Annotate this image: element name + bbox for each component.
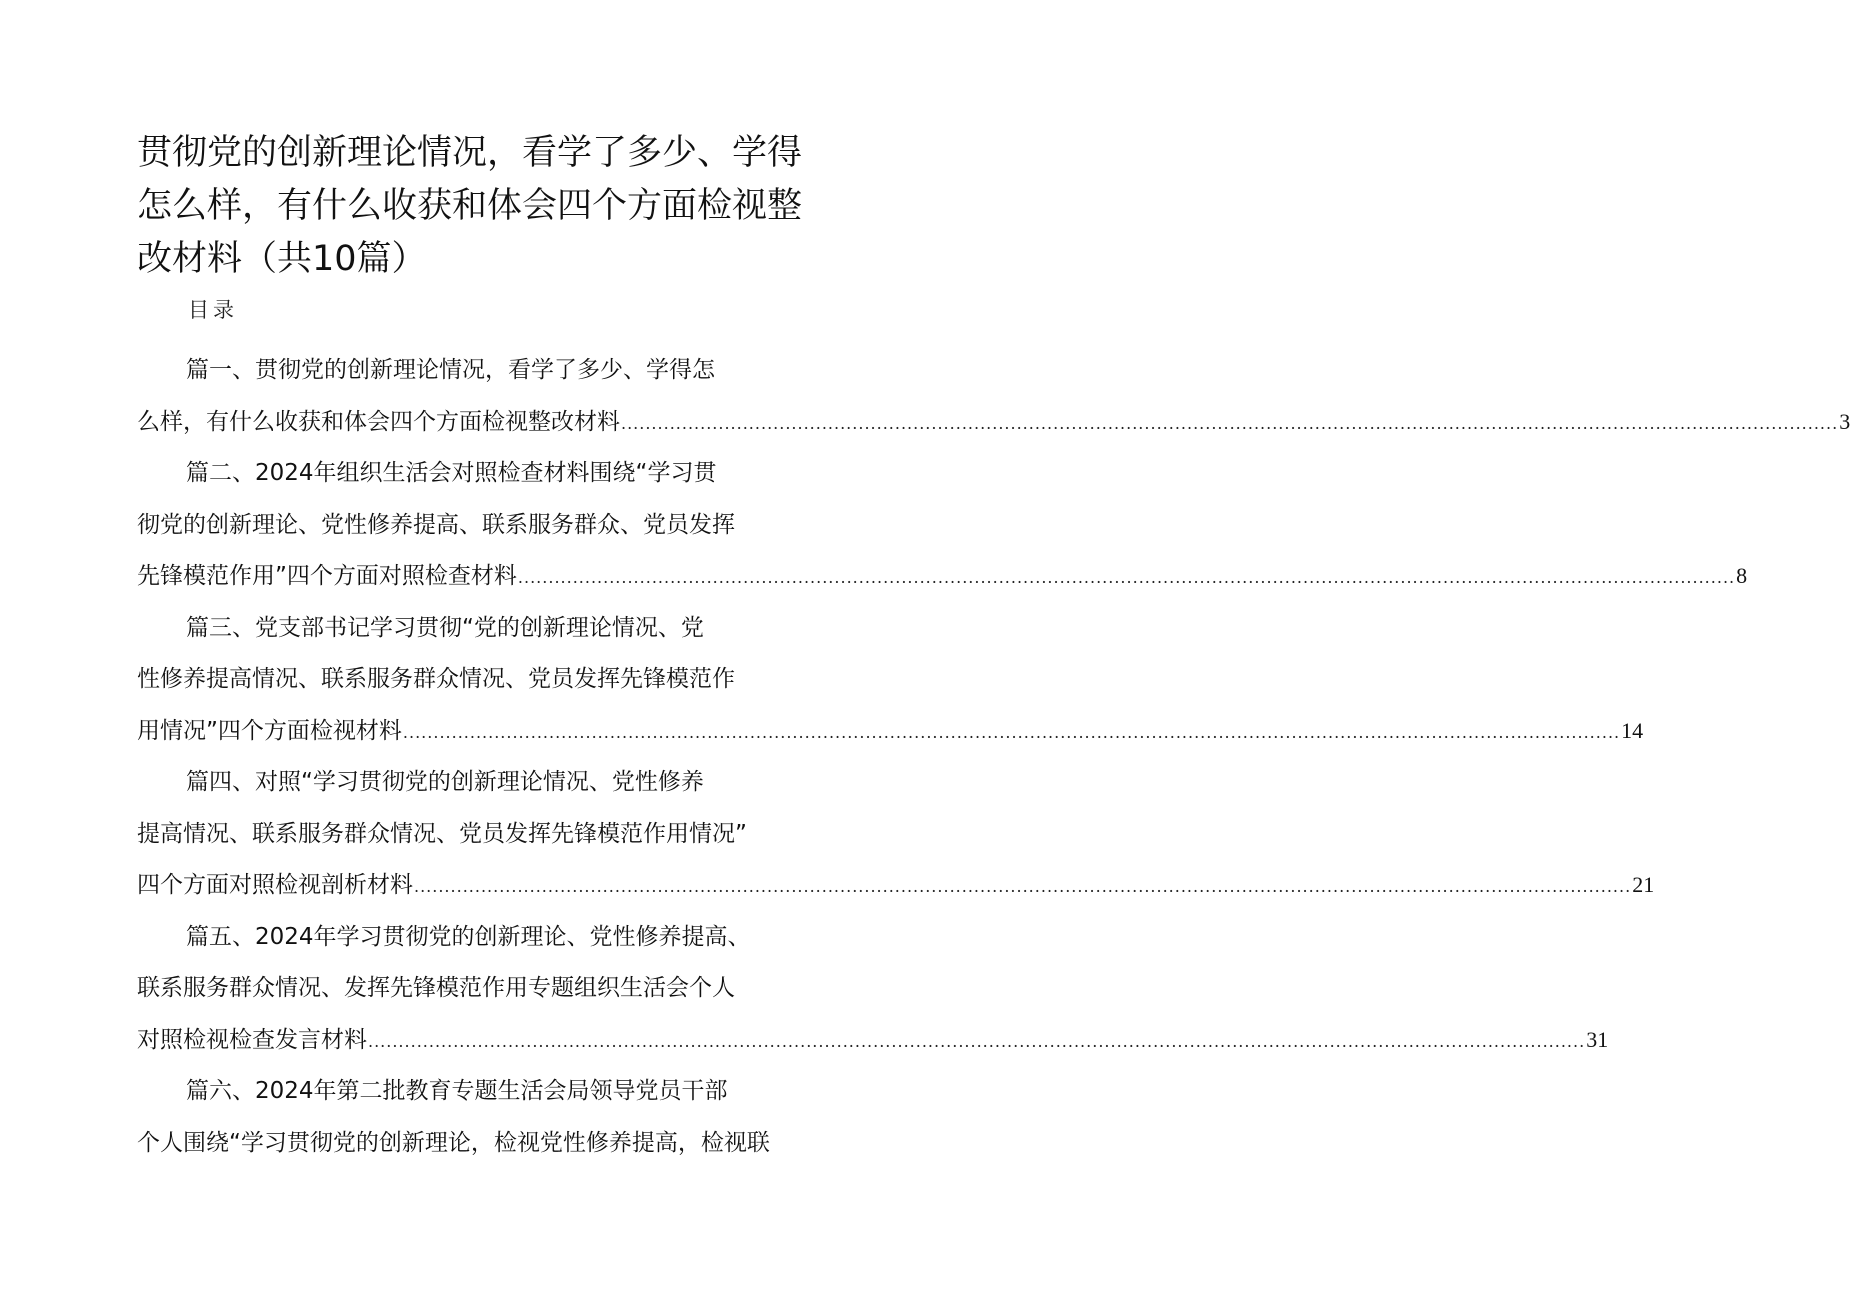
toc-entry-text: 彻党的创新理论、党性修养提高、联系服务群众、党员发挥	[137, 511, 735, 538]
toc-entry-text: 性修养提高情况、联系服务群众情况、党员发挥先锋模范作	[137, 666, 735, 692]
toc-entry-first-line	[186, 608, 704, 648]
toc-entry-first-line	[186, 762, 704, 802]
toc-entry-first-line	[186, 350, 715, 390]
toc-entry-text: 篇二、2024年组织生活会对照检查材料围绕“学习贯	[186, 460, 717, 486]
toc-entry-line	[137, 556, 1748, 596]
toc-entry-line	[137, 865, 1655, 905]
toc-entry-text: 篇五、2024年学习贯彻党的创新理论、党性修养提高、	[186, 923, 751, 950]
title-line: 怎么样，有什么收获和体会四个方面检视整	[137, 186, 803, 226]
toc-entry-text: 篇一、贯彻党的创新理论情况，看学了多少、学得怎	[186, 357, 715, 383]
toc-entry-line	[137, 505, 735, 545]
title-line: 改材料（共10篇）	[137, 239, 427, 279]
toc-page-number: 8	[1736, 563, 1748, 588]
toc-entry-text: 联系服务群众情况、发挥先锋模范作用专题组织生活会个人	[137, 975, 735, 1001]
toc-leader-dots: ........................................................................................................................................................................................................	[402, 722, 1621, 742]
toc-page-number: 14	[1621, 717, 1644, 743]
toc-entry-line	[137, 402, 1850, 442]
toc-entry-text: 用情况”四个方面检视材料	[137, 717, 402, 744]
toc-page-number: 3	[1839, 408, 1850, 434]
toc-leader-dots: ........................................................................................................................................................................................................	[368, 1031, 1586, 1051]
toc-leader-dots: ........................................................................................................................................................................................................	[414, 877, 1632, 896]
toc-entry-first-line	[186, 917, 751, 957]
toc-page-number: 21	[1632, 872, 1655, 897]
toc-leader-dots: ........................................................................................................................................................................................................	[517, 568, 1736, 587]
toc-entry-text: 提高情况、联系服务群众情况、党员发挥先锋模范作用情况”	[137, 820, 747, 847]
toc-entry-text: 个人围绕“学习贯彻党的创新理论，检视党性修养提高，检视联	[137, 1129, 770, 1156]
toc-entry-line	[137, 711, 1644, 751]
toc-entry-text: 篇四、对照“学习贯彻党的创新理论情况、党性修养	[186, 769, 704, 795]
toc-entry-text: 篇三、党支部书记学习贯彻“党的创新理论情况、党	[186, 614, 704, 641]
toc-entry-text: 对照检视检查发言材料	[137, 1026, 367, 1053]
title-line: 贯彻党的创新理论情况，看学了多少、学得	[137, 133, 803, 173]
toc-page-number: 31	[1586, 1026, 1609, 1052]
toc-entry-line	[137, 968, 735, 1008]
toc-entry-first-line	[186, 453, 716, 493]
toc-entry-line	[137, 814, 747, 854]
toc-entry-text: 四个方面对照检视剖析材料	[137, 872, 413, 898]
toc-entry-text: 先锋模范作用”四个方面对照检查材料	[137, 563, 517, 589]
toc-entry-first-line	[186, 1071, 728, 1111]
toc-leader-dots: ........................................................................................................................................................................................................	[621, 413, 1839, 433]
toc-entry-line	[137, 1020, 1609, 1060]
toc-entry-text: 篇六、2024年第二批教育专题生活会局领导党员干部	[186, 1078, 728, 1104]
toc-entry-line	[137, 1123, 770, 1163]
toc-entry-text: 么样，有什么收获和体会四个方面检视整改材料	[137, 408, 620, 435]
document-title	[137, 127, 803, 286]
toc-entry-line	[137, 659, 735, 699]
toc-heading: 目录	[188, 298, 238, 322]
